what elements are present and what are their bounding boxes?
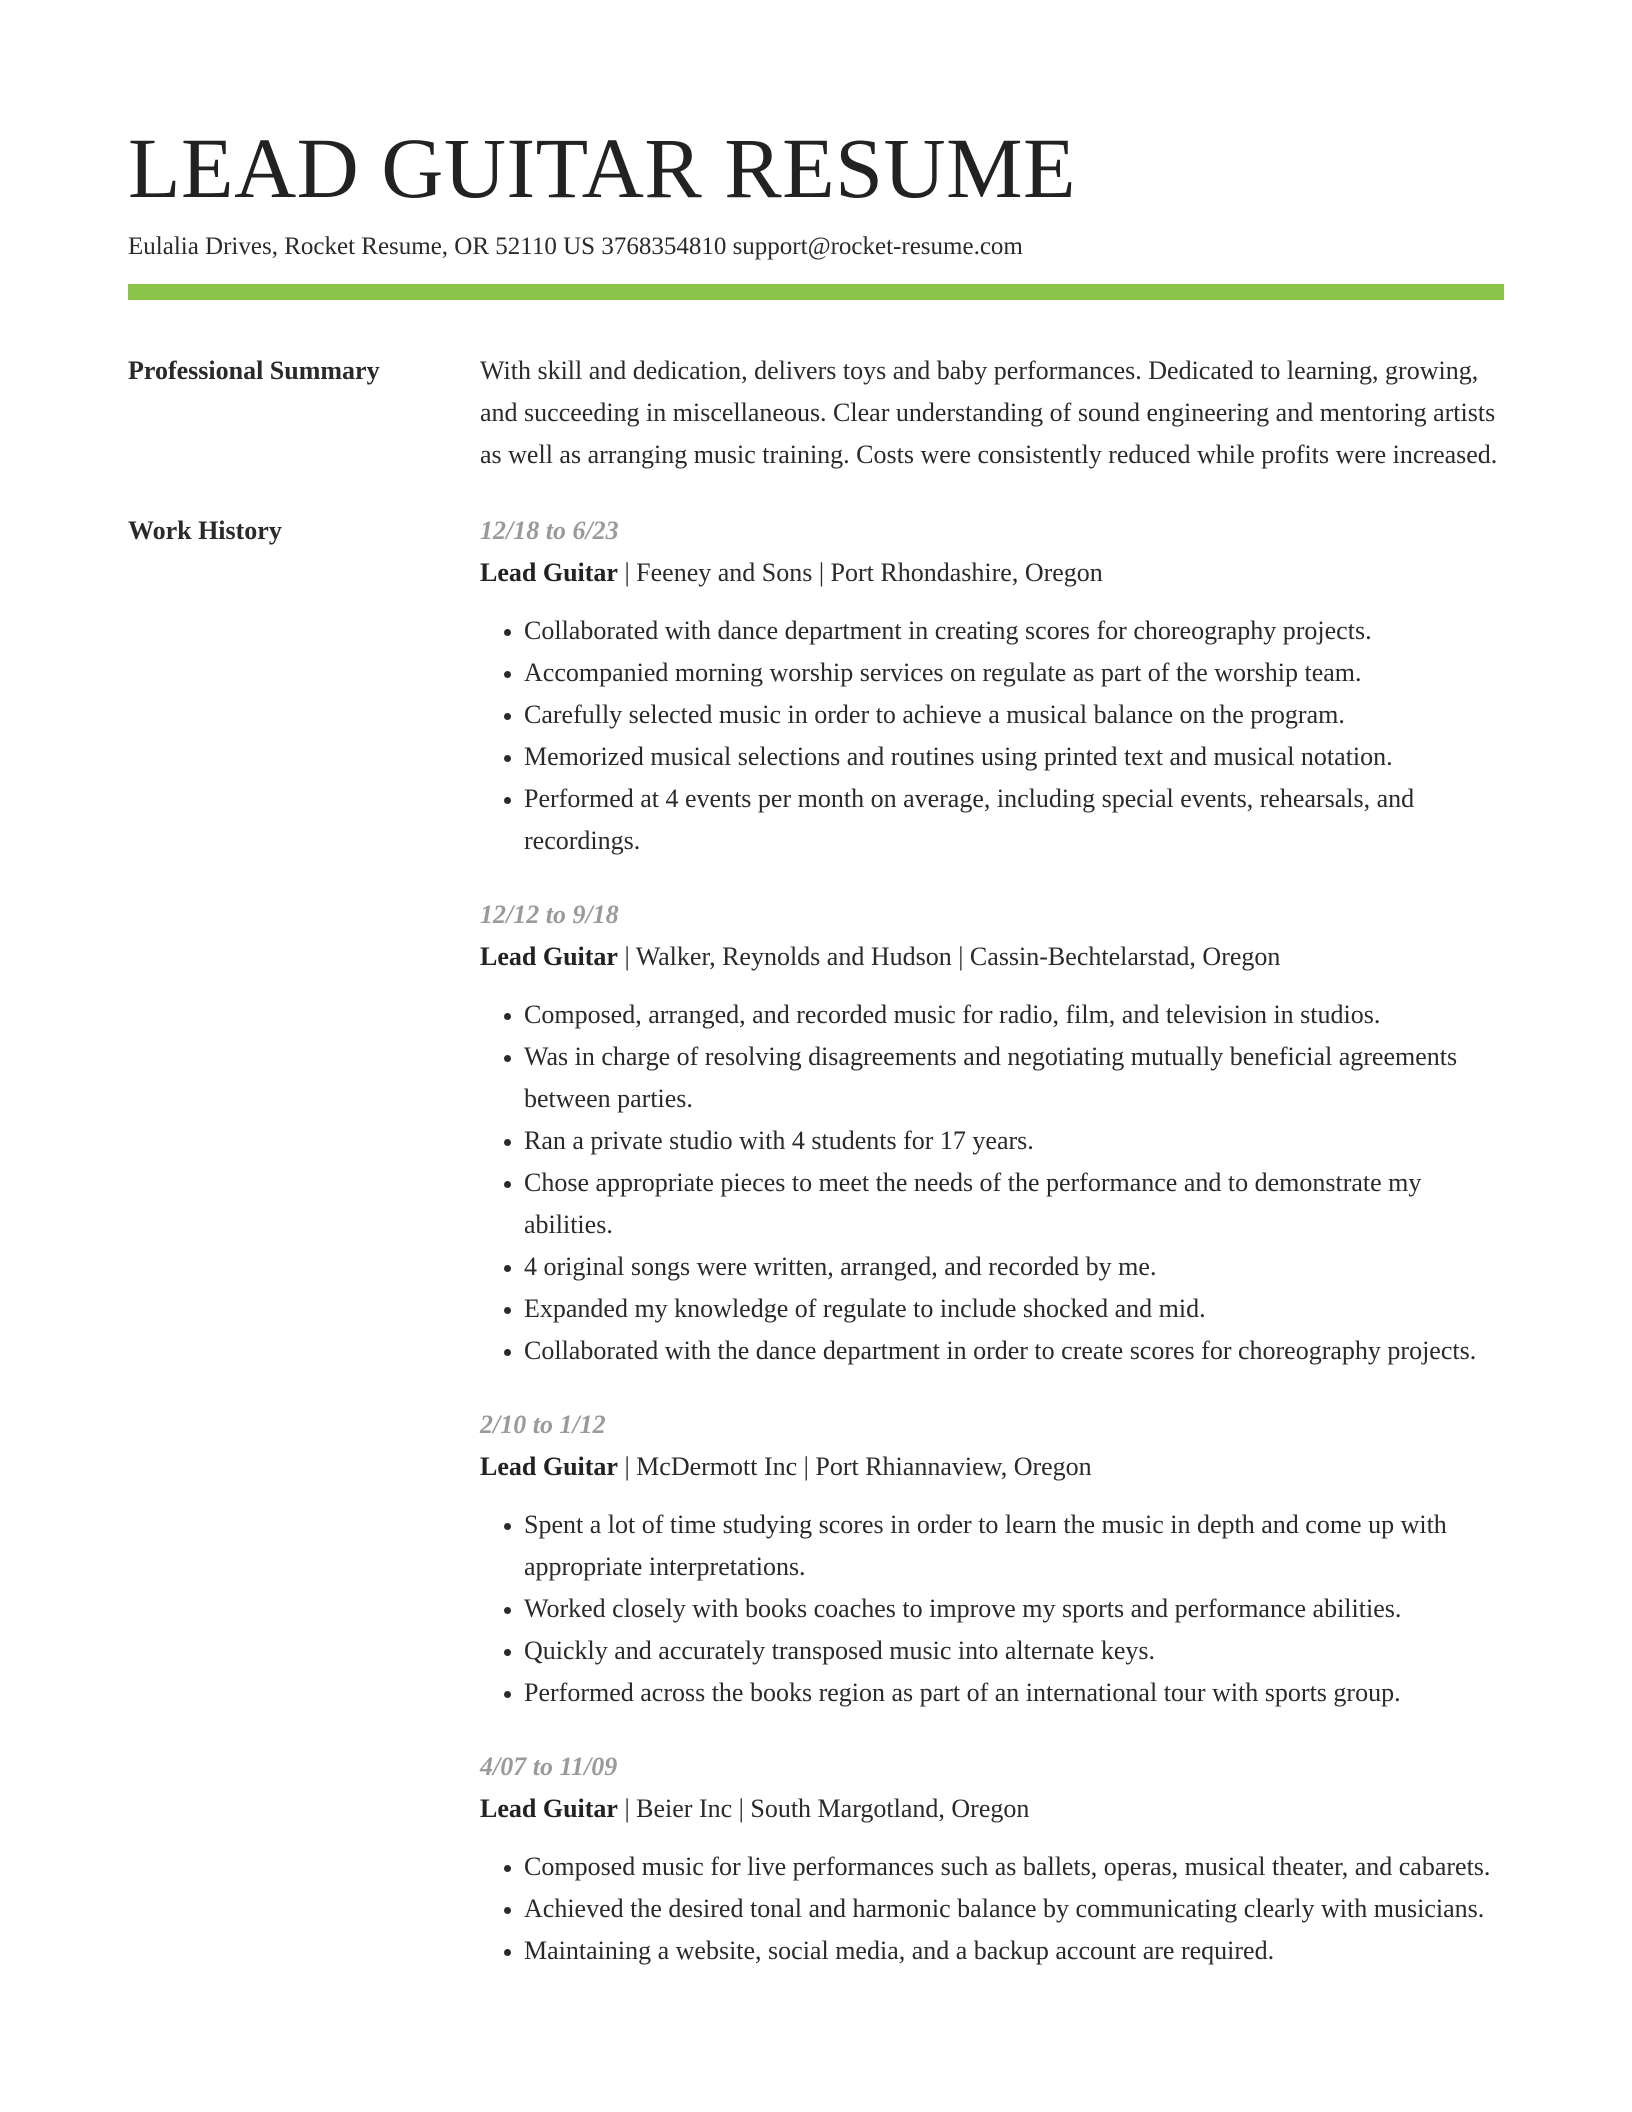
job-date: 12/18 to 6/23 xyxy=(480,516,619,545)
summary-text: With skill and dedication, delivers toys and baby performances. Dedicated to learning, growing, and succeeding in miscellaneous. Clear understanding of sound engineering and mentoring artists as well as arranging music training. Costs were consistently reduced while profits were increased. xyxy=(480,356,1498,469)
accent-divider xyxy=(128,284,1504,300)
job-bullet: • Carefully selected music in order to achieve a musical balance on the program. xyxy=(524,694,1504,736)
job-role: Lead Guitar xyxy=(480,1794,618,1823)
job-bullet: • 4 original songs were written, arranged, and recorded by me. xyxy=(524,1246,1504,1288)
section-label-work-history: Work History xyxy=(128,516,282,545)
job-bullet: • Ran a private studio with 4 students for 17 years. xyxy=(524,1120,1504,1162)
job-bullet-list xyxy=(480,994,1504,1372)
job-bullet: • Composed music for live performances such as ballets, operas, musical theater, and cabarets. xyxy=(524,1846,1504,1888)
job-bullet: • Quickly and accurately transposed music into alternate keys. xyxy=(524,1630,1504,1672)
job-entry xyxy=(480,1404,1504,1714)
job-role: Lead Guitar xyxy=(480,558,618,587)
job-role: Lead Guitar xyxy=(480,1452,618,1481)
job-role: Lead Guitar xyxy=(480,942,618,971)
contact-line: Eulalia Drives, Rocket Resume, OR 52110 US 3768354810 support@rocket-resume.com xyxy=(128,233,1023,260)
job-bullet: • Achieved the desired tonal and harmonic balance by communicating clearly with musicians. xyxy=(524,1888,1504,1930)
job-bullet: • Worked closely with books coaches to improve my sports and performance abilities. xyxy=(524,1588,1504,1630)
job-bullet: • Collaborated with dance department in creating scores for choreography projects. xyxy=(524,610,1504,652)
job-employer-location: | Beier Inc | South Margotland, Oregon xyxy=(617,1794,1030,1823)
job-heading xyxy=(480,1788,1504,1830)
job-entry xyxy=(480,1746,1504,1972)
job-entry xyxy=(480,894,1504,1372)
job-bullet-list xyxy=(480,610,1504,862)
job-date: 4/07 to 11/09 xyxy=(480,1752,618,1781)
job-bullet: • Collaborated with the dance department in order to create scores for choreography projects. xyxy=(524,1330,1504,1372)
job-date: 2/10 to 1/12 xyxy=(480,1410,606,1439)
job-bullet: • Maintaining a website, social media, and a backup account are required. xyxy=(524,1930,1504,1972)
work-history-section xyxy=(128,510,1504,1972)
job-heading xyxy=(480,1446,1504,1488)
job-bullet-list xyxy=(480,1504,1504,1714)
job-bullet: • Performed across the books region as part of an international tour with sports group. xyxy=(524,1672,1504,1714)
job-bullet: • Composed, arranged, and recorded music for radio, film, and television in studios. xyxy=(524,994,1504,1036)
job-list xyxy=(480,510,1504,1972)
job-heading xyxy=(480,552,1504,594)
resume-page xyxy=(128,118,1504,1972)
professional-summary-section xyxy=(128,350,1504,476)
job-bullet: • Memorized musical selections and routines using printed text and musical notation. xyxy=(524,736,1504,778)
job-heading xyxy=(480,936,1504,978)
job-employer-location: | Walker, Reynolds and Hudson | Cassin-Bechtelarstad, Oregon xyxy=(617,942,1281,971)
section-label-summary: Professional Summary xyxy=(128,356,380,385)
resume-title: LEAD GUITAR RESUME xyxy=(128,120,1077,216)
job-employer-location: | Feeney and Sons | Port Rhondashire, Oregon xyxy=(617,558,1103,587)
job-bullet: • Accompanied morning worship services on regulate as part of the worship team. xyxy=(524,652,1504,694)
job-bullet: • Spent a lot of time studying scores in order to learn the music in depth and come up with appropriate interpretations. xyxy=(524,1504,1504,1588)
job-bullet: • Performed at 4 events per month on average, including special events, rehearsals, and recordings. xyxy=(524,778,1504,862)
job-employer-location: | McDermott Inc | Port Rhiannaview, Oregon xyxy=(617,1452,1092,1481)
job-bullet: • Was in charge of resolving disagreements and negotiating mutually beneficial agreements between parties. xyxy=(524,1036,1504,1120)
job-bullet: • Chose appropriate pieces to meet the needs of the performance and to demonstrate my abilities. xyxy=(524,1162,1504,1246)
job-bullet-list xyxy=(480,1846,1504,1972)
job-date: 12/12 to 9/18 xyxy=(480,900,619,929)
job-entry xyxy=(480,510,1504,862)
job-bullet: • Expanded my knowledge of regulate to include shocked and mid. xyxy=(524,1288,1504,1330)
